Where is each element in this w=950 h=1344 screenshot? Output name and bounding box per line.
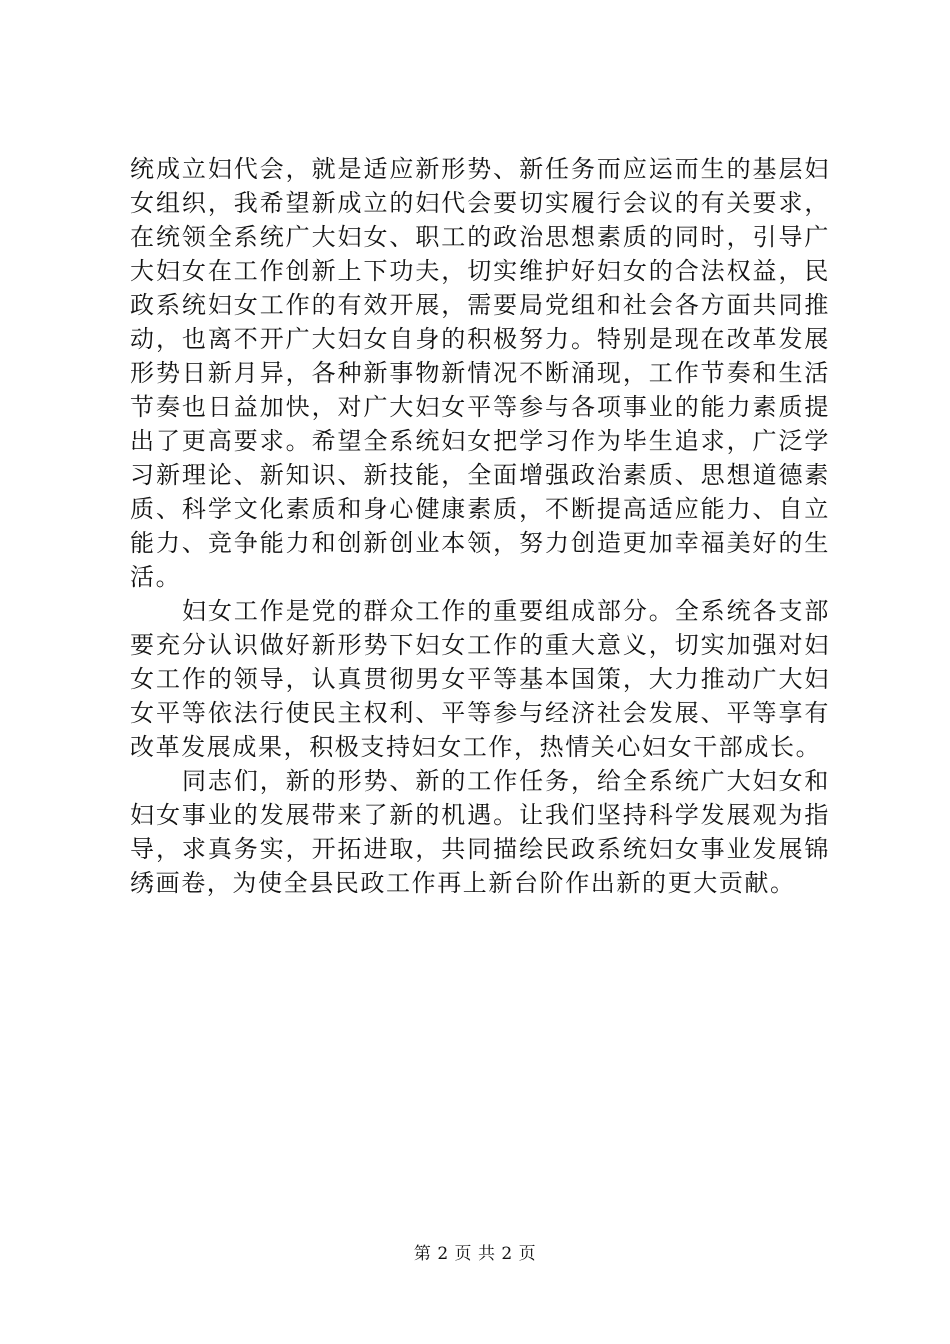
document-body	[130, 152, 830, 900]
body-paragraph-3: 同志们，新的形势、新的工作任务，给全系统广大妇女和妇女事业的发展带来了新的机遇。让我们坚持科学发展观为指导，求真务实，开拓进取，共同描绘民政系统妇女事业发展锦绣画卷，为使全县民政工作再上新台阶作出新的更大贡献。	[130, 767, 830, 897]
body-paragraph-1: 统成立妇代会，就是适应新形势、新任务而应运而生的基层妇女组织，我希望新成立的妇代会要切实履行会议的有关要求，在统领全系统广大妇女、职工的政治思想素质的同时，引导广大妇女在工作创新上下功夫，切实维护好妇女的合法权益，民政系统妇女工作的有效开展，需要局党组和社会各方面共同推动，也离不开广大妇女自身的积极努力。特别是现在改革发展形势日新月异，各种新事物新情况不断涌现，工作节奏和生活节奏也日益加快，对广大妇女平等参与各项事业的能力素质提出了更高要求。希望全系统妇女把学习作为毕生追求，广泛学习新理论、新知识、新技能，全面增强政治素质、思想道德素质、科学文化素质和身心健康素质，不断提高适应能力、自立能力、竞争能力和创新创业本领，努力创造更加幸福美好的生活。	[130, 155, 830, 591]
page-number-footer: 第 2 页 共 2 页	[413, 1244, 537, 1264]
body-paragraph-2: 妇女工作是党的群众工作的重要组成部分。全系统各支部要充分认识做好新形势下妇女工作的重大意义，切实加强对妇女工作的领导，认真贯彻男女平等基本国策，大力推动广大妇女平等依法行使民主权利、平等参与经济社会发展、平等享有改革发展成果，积极支持妇女工作，热情关心妇女干部成长。	[130, 597, 830, 761]
